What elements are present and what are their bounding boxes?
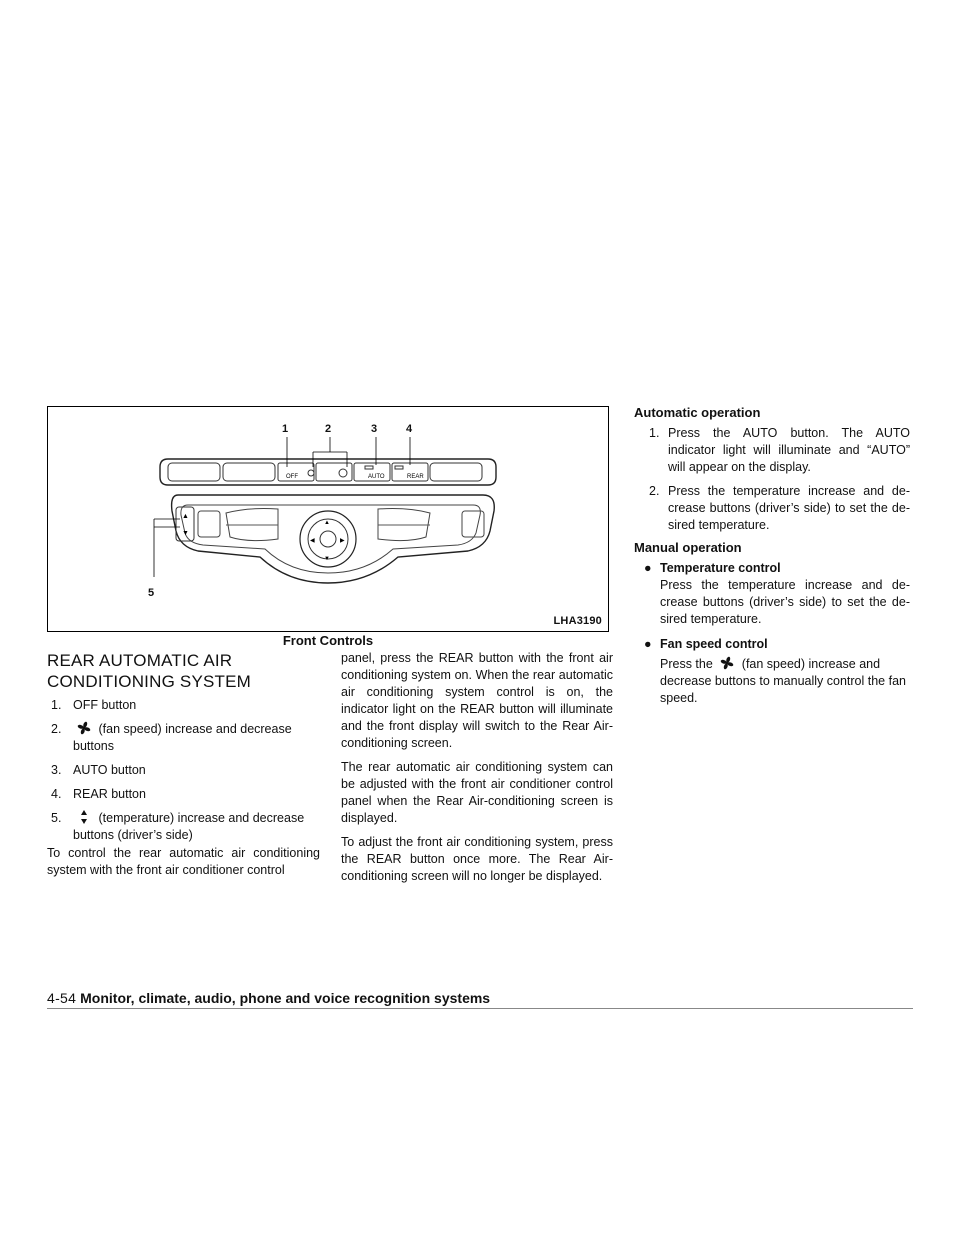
section-heading-line2: CONDITIONING SYSTEM	[47, 672, 252, 691]
figure-caption: Front Controls	[282, 633, 374, 648]
fan-icon	[716, 656, 738, 670]
page-number: 4-54	[47, 990, 77, 1006]
manual-operation-heading: Manual operation	[634, 540, 742, 555]
callout-2: 2	[325, 423, 332, 435]
fan-low-icon	[308, 470, 314, 476]
up-down-arrows-icon	[73, 810, 95, 824]
front-controls-figure	[47, 406, 609, 632]
list-item: 3. AUTO button	[51, 763, 146, 777]
front-controls-illustration	[48, 407, 610, 633]
callout-5: 5	[148, 587, 155, 599]
bullet-title: Temperature control	[660, 561, 781, 575]
panel-label-off: OFF	[286, 474, 298, 480]
list-item: 1. OFF button	[51, 698, 137, 712]
callout-3: 3	[371, 423, 378, 435]
paragraph: panel, press the REAR button with the front air conditioning system on. When the rear automatic air conditioning system control is on, the indicator light on the REAR button will illuminate and the front display will switch to the Rear Air-conditioning screen.	[341, 651, 613, 750]
panel-label-auto: AUTO	[368, 474, 385, 480]
list-item: 1. Press the AUTO button. The AUTO indicator light will illuminate and “AUTO” will appear on the display.	[649, 426, 910, 474]
footer-divider	[47, 1008, 913, 1009]
bullet-icon: ●	[644, 637, 652, 651]
intro-paragraph: To control the rear automatic air conditioning system with the front air conditioner control	[47, 846, 320, 877]
bullet-item-temperature	[634, 560, 910, 628]
svg-text:▶: ▶	[340, 538, 345, 544]
svg-text:◀: ◀	[310, 538, 315, 544]
left-column	[47, 697, 320, 879]
callout-1: 1	[282, 423, 289, 435]
bullet-icon: ●	[644, 561, 652, 575]
temp-up-glyph: ▲	[182, 513, 189, 520]
svg-text:▲: ▲	[324, 520, 330, 526]
paragraph: To adjust the front air conditioning system, press the REAR button once more. The Rear Air-conditioning screen will no longer be displayed.	[341, 835, 613, 883]
fan-icon	[73, 721, 95, 735]
list-item: 5. (temperature) increase and decrease buttons (driver’s side)	[51, 811, 305, 842]
panel-label-rear: REAR	[407, 474, 424, 480]
section-heading-line1: REAR AUTOMATIC AIR	[47, 651, 233, 670]
bullet-item-fan-speed: ● Fan speed control Press the (fan speed) increase and decrease buttons to manually control the fan speed.	[634, 636, 910, 707]
list-item: 2. Press the temperature increase and de-crease buttons (driver’s side) to set the de-sired temperature.	[649, 484, 910, 532]
list-item: 2. (fan speed) increase and decrease buttons	[51, 722, 292, 753]
section-heading	[47, 650, 327, 692]
chapter-title: Monitor, climate, audio, phone and voice recognition systems	[80, 990, 491, 1006]
svg-text:▼: ▼	[324, 556, 330, 562]
temp-down-glyph: ▼	[182, 530, 189, 537]
fan-high-icon	[339, 469, 347, 477]
right-column	[634, 404, 910, 715]
page-footer	[47, 990, 490, 1006]
callout-4: 4	[406, 423, 413, 435]
paragraph: The rear automatic air conditioning system can be adjusted with the front air conditioner control panel when the Rear Air-conditioning screen is displayed.	[341, 760, 613, 825]
automatic-operation-heading: Automatic operation	[634, 405, 761, 420]
middle-column	[341, 650, 613, 892]
figure-code: LHA3190	[553, 615, 602, 627]
bullet-title: Fan speed control	[660, 637, 768, 651]
list-item: 4. REAR button	[51, 787, 146, 801]
bullet-text: Press the temperature increase and de-crease buttons (driver’s side) to set the de-sired temperature.	[660, 578, 910, 626]
